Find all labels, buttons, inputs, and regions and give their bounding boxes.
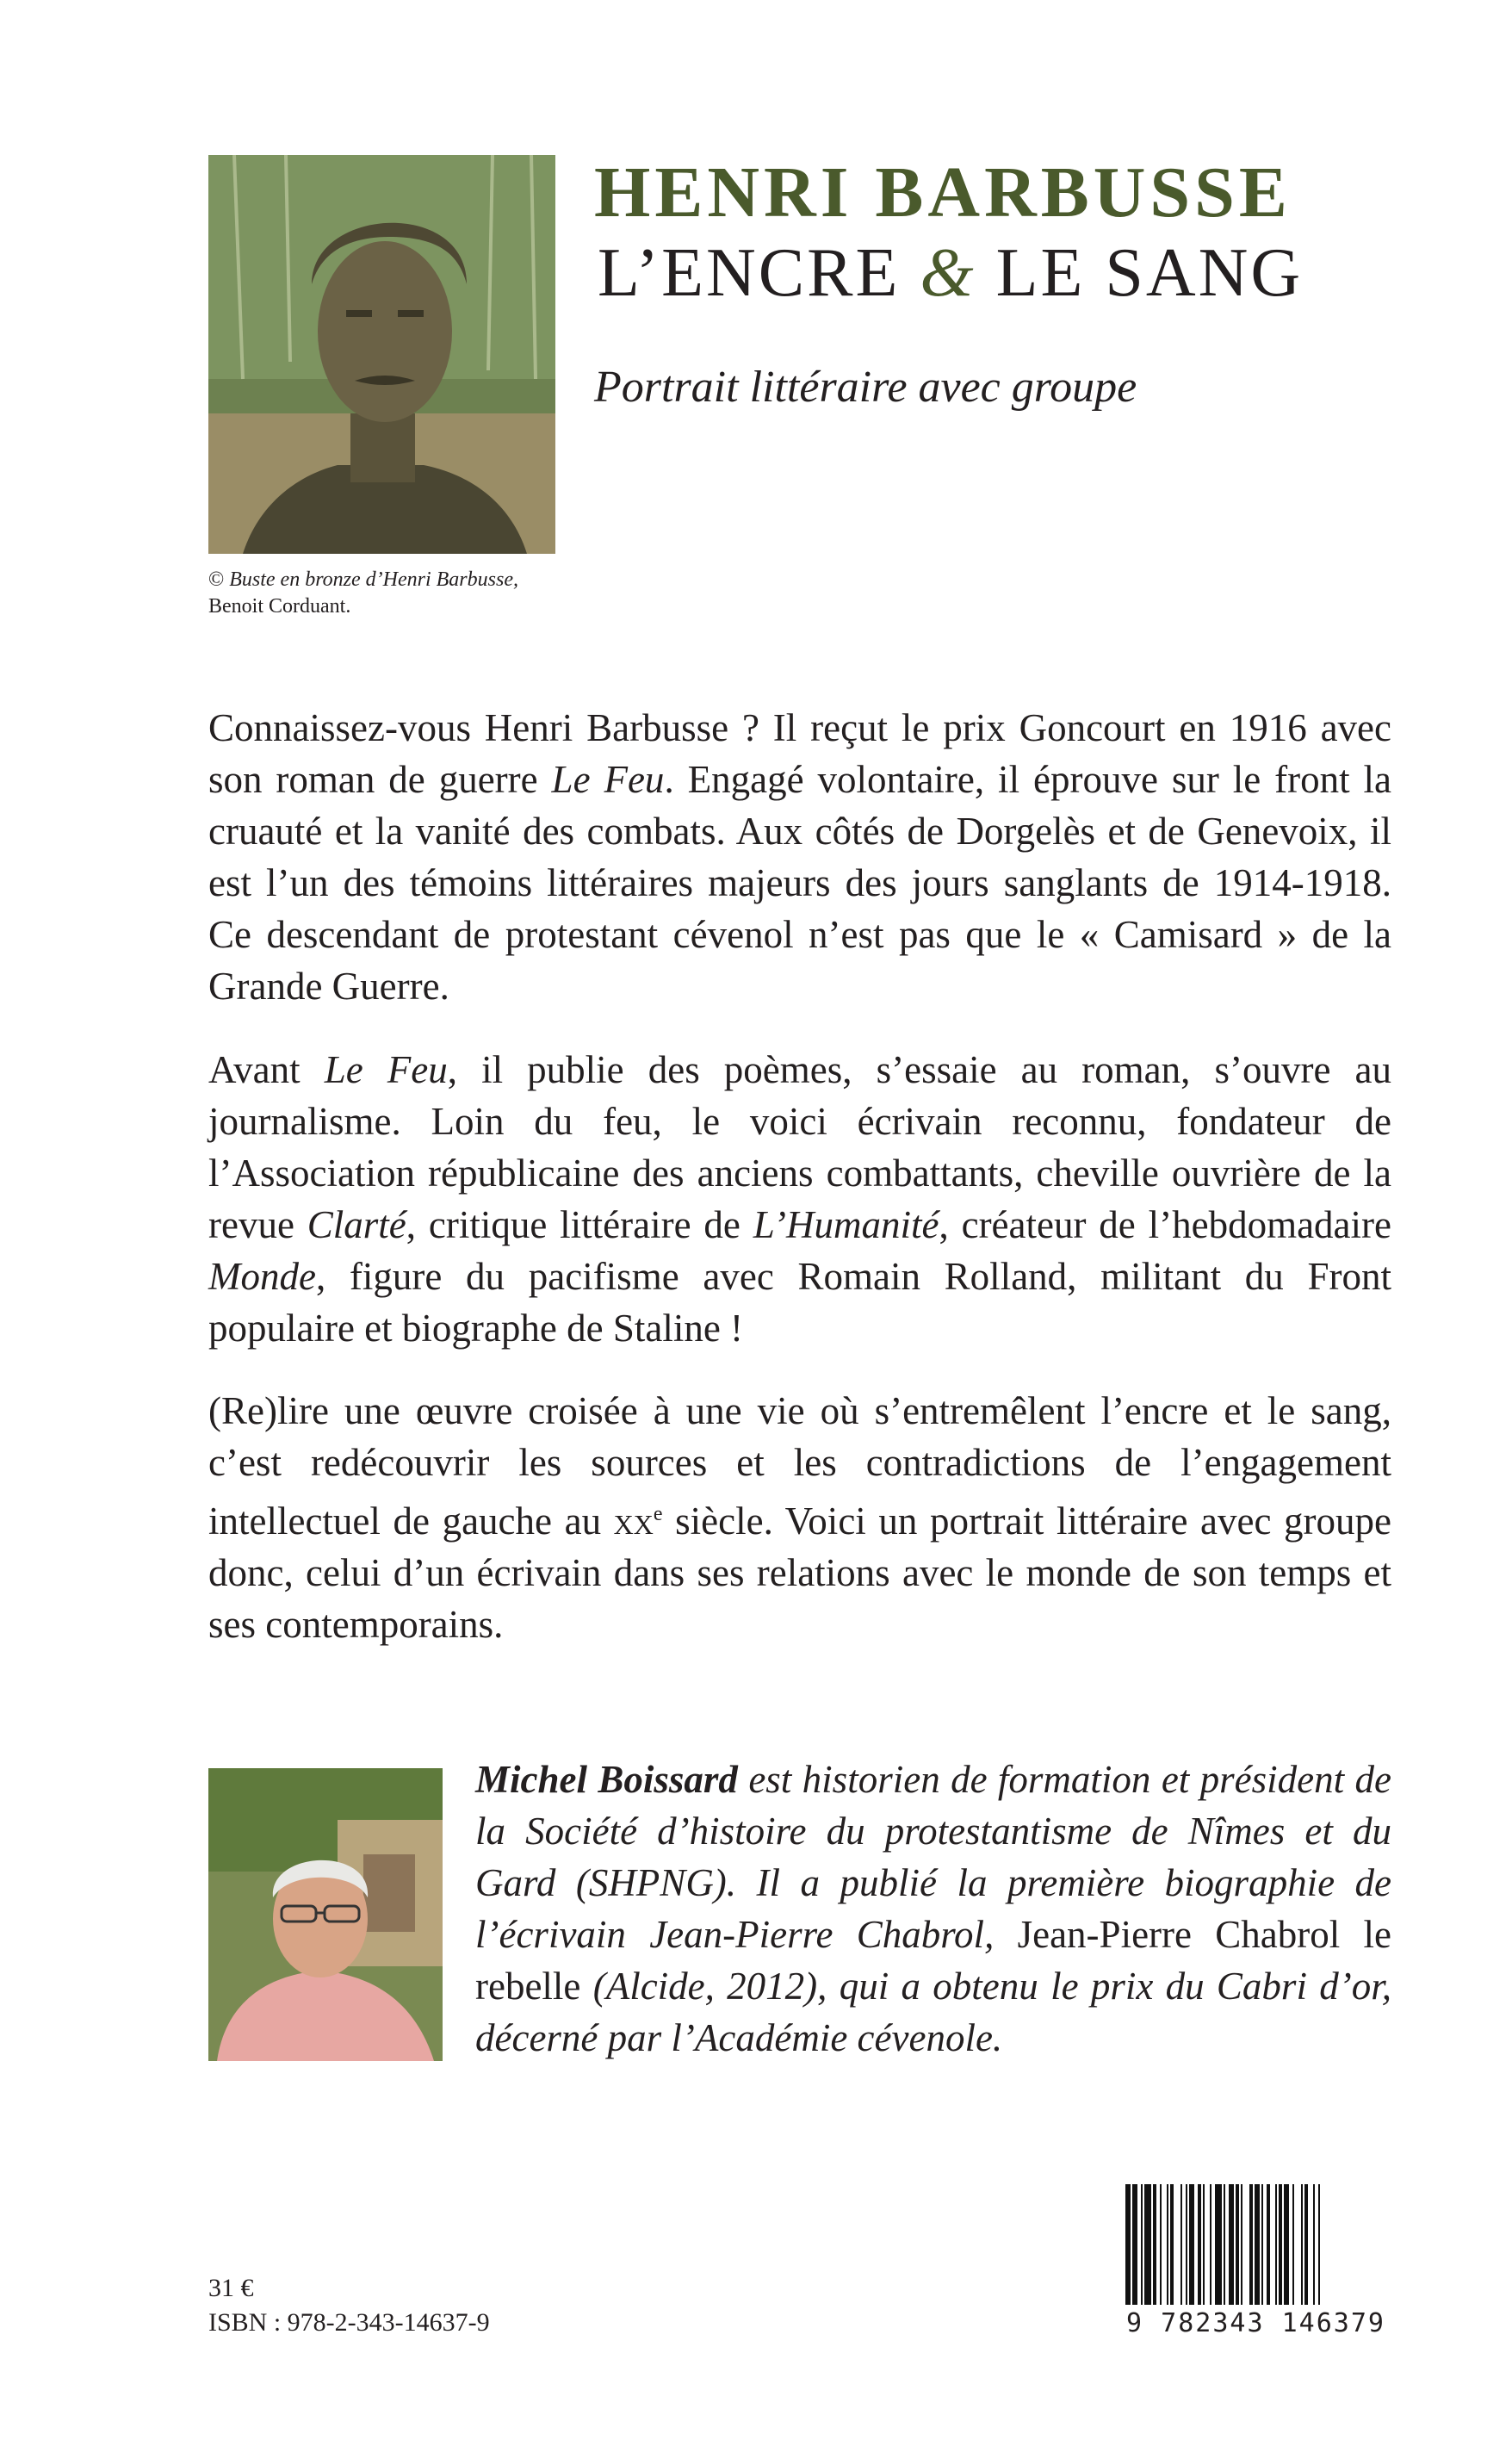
barcode-bar [1198, 2184, 1201, 2305]
p2-text-i: , figure du pacifisme avec Romain Rolland, militant du Front populaire et biographe de Staline ! [208, 1255, 1391, 1350]
barcode-bar [1186, 2184, 1187, 2305]
synopsis-paragraph-1 [208, 702, 1391, 1012]
barcode-bar [1160, 2184, 1162, 2305]
price: 31 € [208, 2274, 254, 2302]
p2-title-humanite: L’Humanité [753, 1203, 939, 1246]
bust-illustration [208, 155, 555, 554]
author-book-title: Jean-Pierre Chabrol le rebelle [475, 1913, 1391, 2008]
p3-century-sup: e [653, 1503, 663, 1525]
synopsis-paragraph-2 [208, 1044, 1391, 1354]
author-bio-b: (Alcide, 2012), qui a obtenu le prix du Cabri d’or, décerné par l’Académie cévenole. [475, 1965, 1391, 2059]
barcode-bar [1170, 2184, 1174, 2305]
barcode-digits: 9 782343 146379 [1126, 2308, 1385, 2338]
p2-text-g: , créateur de l’hebdomadaire [939, 1203, 1391, 1246]
barcode-bar [1301, 2184, 1303, 2305]
p1-text-a: Connaissez-vous Henri Barbusse ? Il reçut le prix Goncourt en 1916 avec son roman de guerre [208, 706, 1391, 801]
photo-credit-caption: Buste en bronze d’Henri Barbusse, [229, 568, 518, 591]
photo-credit [208, 567, 518, 620]
p2-title-clarte: Clarté [307, 1203, 406, 1246]
p3-text-d: siècle. Voici un portrait littéraire avec groupe donc, celui d’un écrivain dans ses relations avec le monde de son temps et ses contemporains. [208, 1499, 1392, 1646]
barcode-bar [1284, 2184, 1289, 2305]
barcode-bar [1141, 2184, 1143, 2305]
p2-text-a: Avant [208, 1048, 325, 1091]
barcode-bar [1215, 2184, 1222, 2305]
photo-credit-photographer: Benoit Corduant. [208, 595, 351, 618]
barcode-bar [1236, 2184, 1239, 2305]
photo-credit-line1 [208, 567, 518, 593]
title-ampersand: & [920, 235, 976, 311]
barcode-bar [1224, 2184, 1225, 2305]
synopsis-paragraph-3 [208, 1385, 1391, 1650]
barcode-bar [1203, 2184, 1205, 2305]
author-photo [208, 1768, 443, 2061]
barcode-bar [1132, 2184, 1137, 2305]
author-bio-a: est historien de formation et président de la Société d’histoire du protestantisme de Nîmes et du Gard (SHPNG). Il a publié la première biographie de l’écrivain Jean-Pierre Chabrol, [475, 1758, 1391, 1956]
p2-text-c: , il publie des poèmes, s’essaie au roman, s’ouvre au journalisme. Loin du feu, le voici écrivain reconnu, fondateur de l’Association républicaine des anciens combattants, cheville ouvrière de la revue [208, 1048, 1391, 1246]
barcode-bar [1292, 2184, 1294, 2305]
title-part2: LE SANG [976, 235, 1304, 311]
barcode [1120, 2179, 1391, 2343]
barcode-bar [1241, 2184, 1242, 2305]
book-title: HENRI BARBUSSE [594, 152, 1292, 233]
p3-text-a: (Re)lire une œuvre croisée à une vie où s’entremêlent l’encre et le sang, c’est redécouvrir les sources et les contradictions de l’engagement intellectuel de gauche au [208, 1389, 1391, 1543]
barcode-bar [1261, 2184, 1263, 2305]
barcode-bar [1304, 2184, 1308, 2305]
p1-title-le-feu: Le Feu [551, 758, 665, 801]
barcode-bar [1255, 2184, 1260, 2305]
p2-title-le-feu: Le Feu [324, 1048, 448, 1091]
barcode-bar [1249, 2184, 1253, 2305]
barcode-bar [1125, 2184, 1131, 2305]
barcode-bar [1153, 2184, 1156, 2305]
barcode-bar [1210, 2184, 1211, 2305]
author-portrait-illustration [208, 1768, 443, 2061]
barcode-bar [1275, 2184, 1277, 2305]
title-part1: L’ENCRE [598, 235, 920, 311]
p3-century: xx [613, 1499, 654, 1543]
barcode-bar [1318, 2184, 1320, 2305]
p1-text-c: . Engagé volontaire, il éprouve sur le front la cruauté et la vanité des combats. Aux côtés de Dorgelès et de Genevoix, il est l’un des témoins littéraires majeurs des jours sanglants de 1914-1918. Ce descendant de protestant cévenol n’est pas que le « Camisard » de la Grande Guerre. [208, 758, 1392, 1008]
barcode-bar [1313, 2184, 1315, 2305]
isbn: ISBN : 978-2-343-14637-9 [208, 2308, 490, 2337]
p2-text-e: , critique littéraire de [406, 1203, 753, 1246]
barcode-bar [1229, 2184, 1234, 2305]
barcode-bar [1144, 2184, 1151, 2305]
barcode-bar [1267, 2184, 1270, 2305]
barcode-bar [1180, 2184, 1182, 2305]
p2-title-monde: Monde [208, 1255, 316, 1298]
copyright-symbol: © [208, 568, 225, 591]
author-name: Michel Boissard [475, 1758, 738, 1801]
barcode-bar [1189, 2184, 1194, 2305]
barcode-bar [1279, 2184, 1282, 2305]
book-title-line2 [598, 234, 1303, 313]
author-bio [475, 1754, 1391, 2064]
barcode-bar [1167, 2184, 1168, 2305]
book-subtitle: Portrait littéraire avec groupe [594, 363, 1137, 412]
bust-photo [208, 155, 555, 554]
